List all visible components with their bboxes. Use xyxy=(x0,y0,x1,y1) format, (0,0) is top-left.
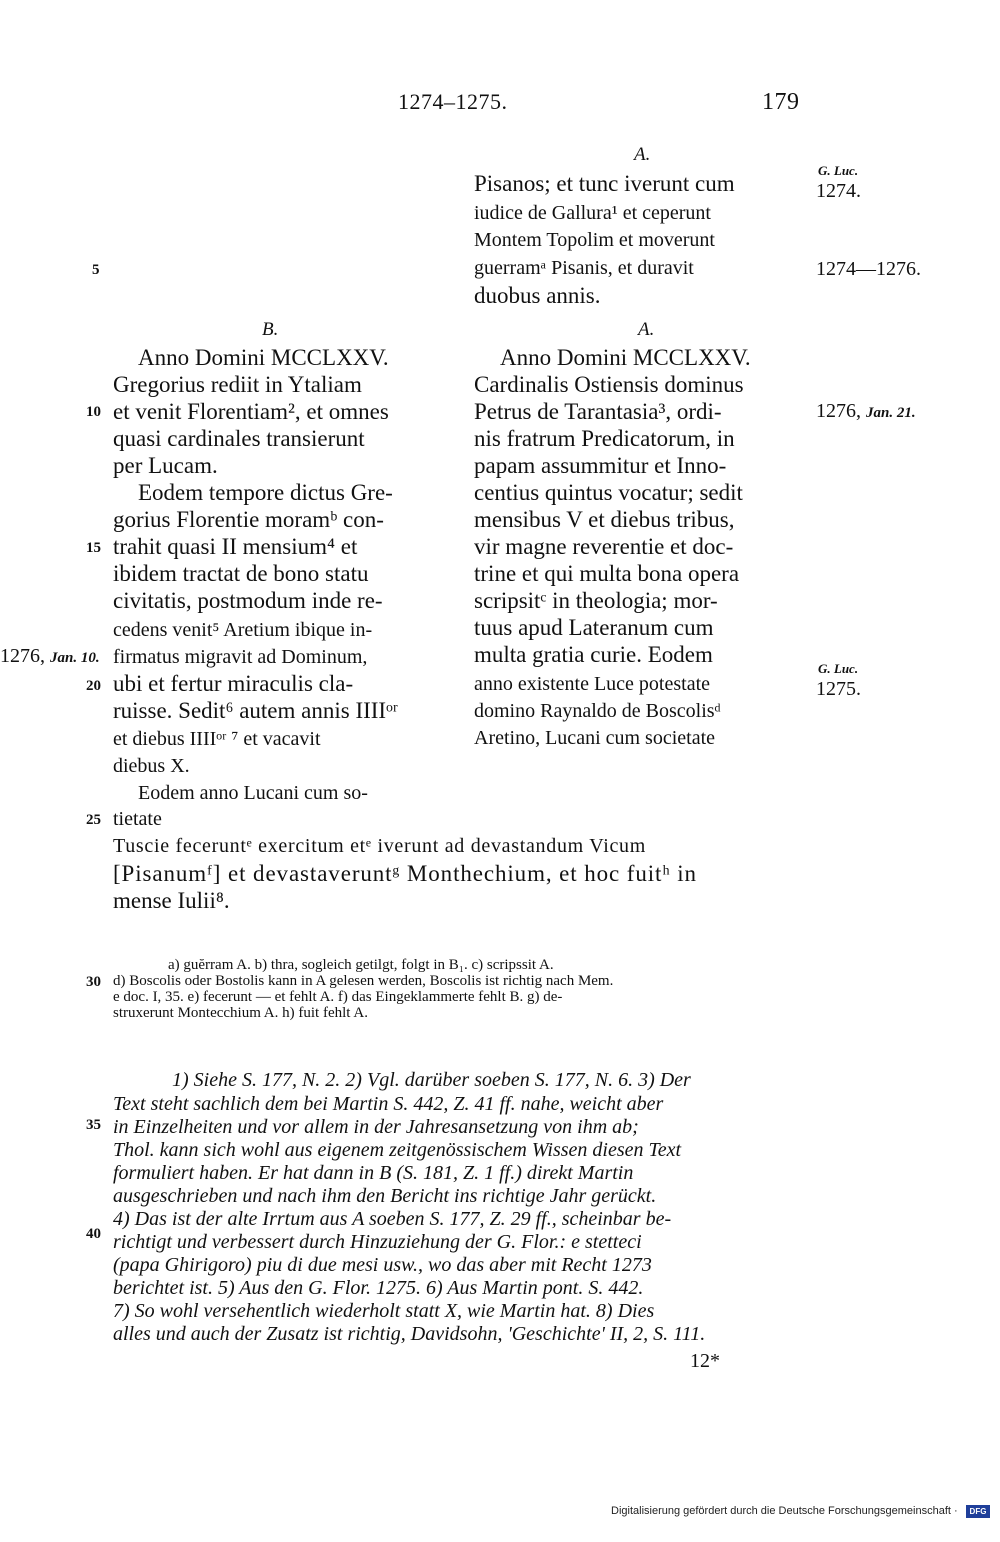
b-line-14: ruisse. Sedit⁶ autem annis IIIIᵒʳ xyxy=(113,698,398,723)
b-line-18: tietate xyxy=(113,808,162,830)
note-line-4: Thol. kann sich wohl aus eigenem zeitgenössischem Wissen diesen Text xyxy=(113,1139,682,1161)
b-line-17: Eodem anno Lucani cum so- xyxy=(138,782,368,804)
b-line-1: Anno Domini MCCLXXV. xyxy=(138,345,389,370)
dfg-logo: DFG xyxy=(966,1505,990,1518)
a-line-1: Anno Domini MCCLXXV. xyxy=(500,345,751,370)
b-line-9: ibidem tractat de bono statu xyxy=(113,561,369,586)
note-line-2: Text steht sachlich dem bei Martin S. 442, Z. 41 ff. nahe, weicht aber xyxy=(113,1093,664,1115)
joint-line-2: [Pisanumᶠ] et devastaveruntᵍ Monthechium, et hoc fuitʰ in xyxy=(113,861,697,886)
note-line-7: 4) Das ist der alte Irrtum aus A soeben S. 177, Z. 29 ff., scheinbar be- xyxy=(113,1208,672,1230)
note-line-10: berichtet ist. 5) Aus den G. Flor. 1275. 6) Aus Martin pont. S. 442. xyxy=(113,1277,644,1299)
apparatus-line-1: a) guĕrram A. b) thra, sogleich getilgt, folgt in B₁. c) scripssit A. xyxy=(168,957,554,973)
siglum-b: B. xyxy=(262,319,279,340)
line-number-40: 40 xyxy=(86,1226,101,1242)
a-line-8: vir magne reverentie et doc- xyxy=(474,534,734,559)
a-line-6: centius quintus vocatur; sedit xyxy=(474,480,743,505)
a-line-12: multa gratia curie. Eodem xyxy=(474,642,713,667)
top-line-3: Montem Topolim et moverunt xyxy=(474,229,715,251)
b-line-6: Eodem tempore dictus Gre- xyxy=(138,480,393,505)
a-line-13: anno existente Luce potestate xyxy=(474,673,711,695)
line-number-10: 10 xyxy=(86,404,101,420)
margin-right-date xyxy=(816,400,916,423)
line-number-30: 30 xyxy=(86,974,101,990)
margin-date-1274: 1274. xyxy=(816,180,861,202)
b-line-10: civitatis, postmodum inde re- xyxy=(113,588,383,613)
note-line-9: (papa Ghirigoro) piu di due mesi usw., wo das aber mit Recht 1273 xyxy=(113,1254,652,1276)
note-line-6: ausgeschrieben und nach ihm den Bericht ins richtige Jahr gerückt. xyxy=(113,1185,657,1207)
apparatus-line-4: struxerunt Montecchium A. h) fuit fehlt A. xyxy=(113,1005,368,1021)
margin-source-gluc-1275: G. Luc. xyxy=(818,661,859,676)
funding-footer: Digitalisierung gefördert durch die Deutsche Forschungsgemeinschaft · xyxy=(611,1505,958,1517)
a-line-11: tuus apud Lateranum cum xyxy=(474,615,714,640)
note-line-11: 7) So wohl versehentlich wiederholt statt X, wie Martin hat. 8) Dies xyxy=(113,1300,655,1322)
running-head-years: 1274–1275. xyxy=(398,89,508,114)
b-line-16: diebus X. xyxy=(113,755,190,777)
top-line-4: guerramᵃ Pisanis, et duravit xyxy=(474,257,694,279)
a-line-9: trine et qui multa bona opera xyxy=(474,561,740,586)
siglum-a: A. xyxy=(638,319,655,340)
margin-left-day: Jan. 10. xyxy=(50,650,100,666)
a-line-2: Cardinalis Ostiensis dominus xyxy=(474,372,744,397)
line-number-25: 25 xyxy=(86,812,101,828)
siglum-a-top: A. xyxy=(634,144,651,165)
b-line-12: firmatus migravit ad Dominum, xyxy=(113,646,368,668)
note-line-1: 1) Siehe S. 177, N. 2. 2) Vgl. darüber soeben S. 177, N. 6. 3) Der xyxy=(172,1069,691,1091)
margin-right-day: Jan. 21. xyxy=(866,405,916,421)
joint-line-3: mense Iulii⁸. xyxy=(113,888,230,913)
margin-left-year: 1276, xyxy=(0,645,45,667)
b-line-8: trahit quasi II mensium⁴ et xyxy=(113,534,358,559)
a-line-14: domino Raynaldo de Boscolisᵈ xyxy=(474,700,721,722)
a-line-5: papam assummitur et Inno- xyxy=(474,453,727,478)
line-number-20: 20 xyxy=(86,678,101,694)
line-number-5: 5 xyxy=(92,262,100,278)
a-line-3: Petrus de Tarantasia³, ordi- xyxy=(474,399,722,424)
top-line-2: iudice de Gallura¹ et ceperunt xyxy=(474,202,711,224)
signature-mark: 12* xyxy=(690,1350,720,1372)
b-line-11: cedens venit⁵ Aretium ibique in- xyxy=(113,619,373,641)
top-line-1: Pisanos; et tunc iverunt cum xyxy=(474,171,735,196)
note-line-3: in Einzelheiten und vor allem in der Jahresansetzung von ihm ab; xyxy=(113,1116,639,1138)
note-line-5: formuliert haben. Er hat dann in B (S. 181, Z. 1 ff.) direkt Martin xyxy=(113,1162,634,1184)
a-line-15: Aretino, Lucani cum societate xyxy=(474,727,716,749)
line-number-15: 15 xyxy=(86,540,101,556)
a-line-4: nis fratrum Predicatorum, in xyxy=(474,426,735,451)
note-line-8: richtigt und verbessert durch Hinzuziehung der G. Flor.: e stetteci xyxy=(113,1231,642,1253)
margin-right-year: 1276, xyxy=(816,400,861,422)
b-line-2: Gregorius rediit in Ytaliam xyxy=(113,372,362,397)
b-line-7: gorius Florentie moramᵇ con- xyxy=(113,507,384,532)
page-number: 179 xyxy=(762,89,800,115)
apparatus-line-3: e doc. I, 35. e) fecerunt — et fehlt A. f) das Eingeklammerte fehlt B. g) de- xyxy=(113,989,563,1005)
margin-date-1274-1276: 1274—1276. xyxy=(816,258,921,280)
top-line-5: duobus annis. xyxy=(474,283,601,308)
margin-date-1275: 1275. xyxy=(816,678,861,700)
b-line-15: et diebus IIIIᵒʳ ⁷ et vacavit xyxy=(113,728,321,750)
margin-left-date xyxy=(0,645,100,668)
b-line-13: ubi et fertur miraculis cla- xyxy=(113,671,354,696)
b-line-4: quasi cardinales transierunt xyxy=(113,426,365,451)
b-line-5: per Lucam. xyxy=(113,453,218,478)
note-line-12: alles und auch der Zusatz ist richtig, Davidsohn, 'Geschichte' II, 2, S. 111. xyxy=(113,1323,706,1345)
b-line-3: et venit Florentiam², et omnes xyxy=(113,399,389,424)
margin-source-gluc-1274: G. Luc. xyxy=(818,163,859,178)
line-number-35: 35 xyxy=(86,1117,101,1133)
a-line-10: scripsitᶜ in theologia; mor- xyxy=(474,588,718,613)
apparatus-line-2: d) Boscolis oder Bostolis kann in A gelesen werden, Boscolis ist richtig nach Mem. xyxy=(113,973,614,989)
joint-line-1: Tuscie feceruntᵉ exercitum etᵉ iverunt ad devastandum Vicum xyxy=(113,835,646,857)
a-line-7: mensibus V et diebus tribus, xyxy=(474,507,735,532)
